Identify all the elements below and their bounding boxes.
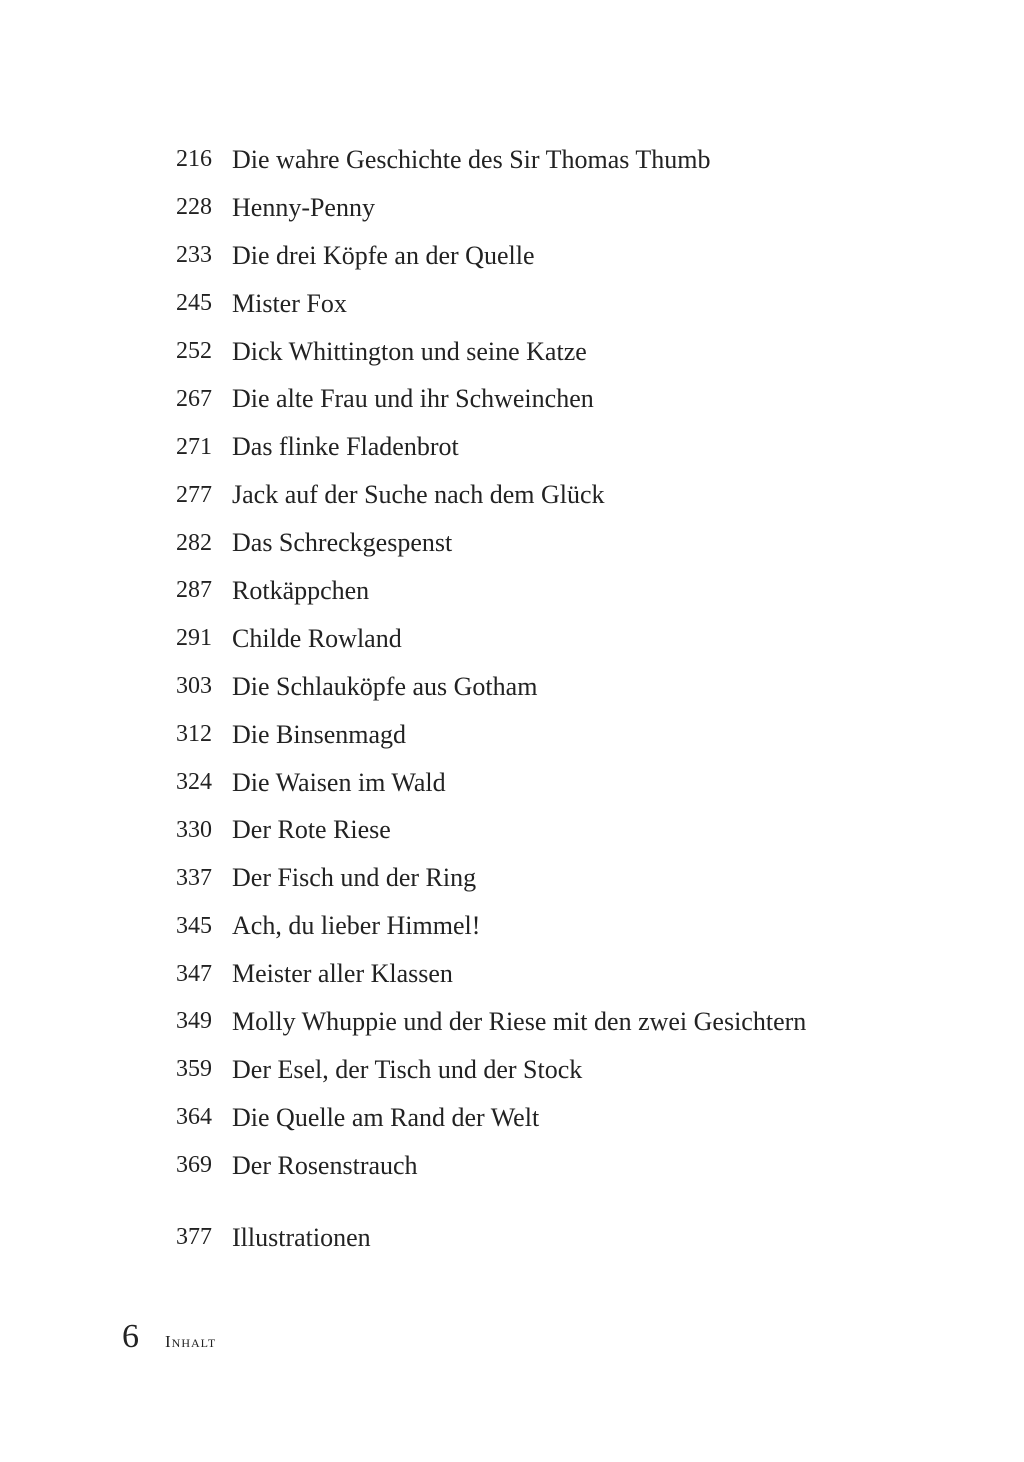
toc-page-number: 349 [176,1008,212,1035]
toc-title: Der Rosenstrauch [232,1150,418,1180]
toc-title: Der Fisch und der Ring [232,863,477,893]
toc-page-number: 345 [176,912,212,939]
toc-page-number: 364 [176,1104,212,1131]
toc-title: Die drei Köpfe an der Quelle [232,240,535,270]
toc-page-number: 228 [176,194,212,221]
toc-entry [0,854,1024,902]
toc-entry [0,471,1024,519]
toc-title: Mister Fox [232,288,347,318]
toc-page-number: 282 [176,529,212,556]
toc-title: Jack auf der Suche nach dem Glück [232,480,605,510]
toc-entry [0,328,1024,376]
toc-title: Die Binsenmagd [232,719,407,749]
toc-entry [0,1142,1024,1190]
toc-page-number: 330 [176,816,212,843]
toc-title: Molly Whuppie und der Riese mit den zwei Gesichtern [232,1006,807,1036]
toc-page-number: 324 [176,769,212,796]
toc-title: Das flinke Fladenbrot [232,432,459,462]
toc-entry [0,759,1024,807]
toc-page-number: 312 [176,721,212,748]
toc-page-number: 287 [176,577,212,604]
toc-page-number: 245 [176,290,212,317]
toc-entry [0,567,1024,615]
toc-title: Henny-Penny [232,192,375,222]
toc-title: Die Quelle am Rand der Welt [232,1102,540,1132]
table-of-contents [0,136,1024,1261]
toc-title: Die wahre Geschichte des Sir Thomas Thumb [232,144,711,174]
toc-entry [0,280,1024,328]
toc-page-number: 216 [176,146,212,173]
toc-page-number: 291 [176,625,212,652]
toc-title: Dick Whittington und seine Katze [232,336,587,366]
toc-entry [0,902,1024,950]
toc-page-number: 369 [176,1152,212,1179]
toc-entry [0,1046,1024,1094]
page-number: 6 [122,1318,139,1355]
toc-page-number: 271 [176,433,212,460]
toc-entry [0,615,1024,663]
toc-title: Ach, du lieber Himmel! [232,911,481,941]
toc-entry [0,998,1024,1046]
toc-page-number: 377 [176,1224,212,1251]
toc-entry [0,950,1024,998]
toc-title: Der Esel, der Tisch und der Stock [232,1054,583,1084]
toc-title: Die Schlauköpfe aus Gotham [232,671,538,701]
toc-page-number: 359 [176,1056,212,1083]
page-footer [122,1318,216,1356]
toc-page-number: 277 [176,481,212,508]
toc-page-number: 233 [176,242,212,269]
running-head: Inhalt [165,1332,217,1351]
toc-entry [0,1214,1024,1262]
toc-title: Illustrationen [232,1222,371,1252]
toc-entry [0,519,1024,567]
toc-title: Der Rote Riese [232,815,391,845]
toc-entry [0,806,1024,854]
toc-page-number: 303 [176,673,212,700]
toc-entry [0,423,1024,471]
toc-title: Childe Rowland [232,623,402,653]
toc-page-number: 347 [176,960,212,987]
toc-entry [0,375,1024,423]
toc-page-number: 267 [176,385,212,412]
toc-title: Rotkäppchen [232,575,370,605]
toc-title: Meister aller Klassen [232,959,453,989]
toc-entry [0,184,1024,232]
toc-title: Die Waisen im Wald [232,767,446,797]
toc-entry [0,136,1024,184]
toc-entry [0,663,1024,711]
toc-entry [0,1094,1024,1142]
toc-title: Die alte Frau und ihr Schweinchen [232,384,594,414]
toc-entry [0,711,1024,759]
toc-page-number: 337 [176,864,212,891]
toc-title: Das Schreckgespenst [232,528,453,558]
toc-entry [0,232,1024,280]
toc-page-number: 252 [176,338,212,364]
